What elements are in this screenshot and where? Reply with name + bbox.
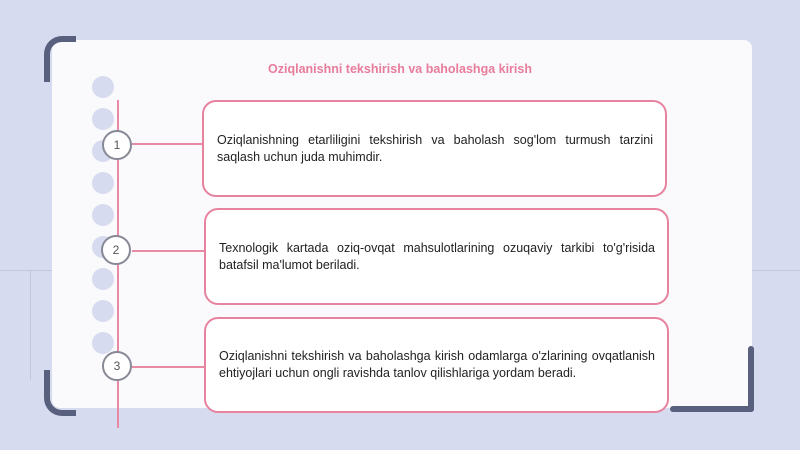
notebook-hole xyxy=(92,300,114,322)
step-text-2: Texnologik kartada oziq-ovqat mahsulotlarining ozuqaviy tarkibi to'g'risida batafsil ma'lumot beriladi. xyxy=(219,240,655,272)
step-connector xyxy=(132,250,204,252)
notebook-hole xyxy=(92,172,114,194)
step-card-3 xyxy=(204,317,669,413)
notebook-hole xyxy=(92,204,114,226)
step-card-2 xyxy=(204,208,669,305)
step-card-1 xyxy=(202,100,667,197)
step-number-2: 2 xyxy=(101,235,131,265)
step-connector xyxy=(132,143,202,145)
notebook-hole xyxy=(92,268,114,290)
step-number-1: 1 xyxy=(102,130,132,160)
corner-bracket xyxy=(44,370,76,416)
corner-bracket xyxy=(748,346,754,412)
notebook-hole xyxy=(92,76,114,98)
notebook-hole xyxy=(92,332,114,354)
background-line xyxy=(30,270,31,380)
notebook-hole xyxy=(92,108,114,130)
step-number-3: 3 xyxy=(102,351,132,381)
page-title: Oziqlanishni tekshirish va baholashga kirish xyxy=(268,62,532,76)
step-text-1: Oziqlanishning etarliligini tekshirish va baholash sog'lom turmush tarzini saqlash uchun juda muhimdir. xyxy=(217,132,653,164)
step-connector xyxy=(132,366,204,368)
corner-bracket xyxy=(670,406,754,412)
step-text-3: Oziqlanishni tekshirish va baholashga kirish odamlarga o'zlarining ovqatlanish ehtiyojlari uchun ongli ravishda tanlov qilishlariga yordam beradi. xyxy=(219,349,655,380)
